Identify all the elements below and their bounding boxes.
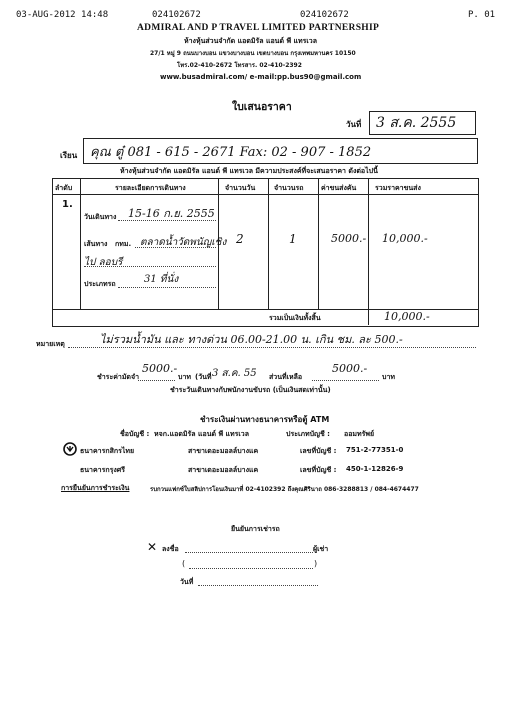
route-value-2: ไป ลอบรี bbox=[84, 257, 123, 268]
fax-number-b: 024102672 bbox=[300, 10, 349, 20]
account-type-label: ประเภทบัญชี : bbox=[286, 430, 330, 438]
company-name-th: ห้างหุ้นส่วนจำกัด แอดมิรัล แอนด์ พี แทรเวล bbox=[184, 37, 317, 45]
account-type: ออมทรัพย์ bbox=[344, 430, 375, 438]
bank-2-name: ธนาคารกรุงศรี bbox=[80, 466, 125, 474]
company-address: 27/1 หมู่ 9 ถนนบางบอน แขวงบางบอน เขตบางบอน กรุงเทพมหานคร 10150 bbox=[150, 50, 356, 57]
travel-date-label: วันเดินทาง bbox=[84, 213, 117, 221]
remain-unit: บาท bbox=[382, 373, 395, 381]
kasikorn-bank-logo-icon bbox=[63, 442, 77, 456]
th-detail: รายละเอียดการเดินทาง bbox=[115, 184, 186, 192]
sign-title: ยืนยันการเช่ารถ bbox=[231, 525, 280, 533]
fax-number-a: 024102672 bbox=[152, 10, 201, 20]
deposit-date-label: (วันที่ bbox=[195, 373, 212, 381]
sign-date-line bbox=[198, 585, 318, 586]
price-value: 5000.- bbox=[331, 232, 367, 245]
date-label: วันที่ bbox=[346, 120, 362, 129]
route-value: ตลาดน้ำวัดพนัญเชิง bbox=[140, 237, 227, 248]
confirm-text: รบกวนแฟกซ์ใบสลิปการโอนเงินมาที่ 02-4102392 ถึงคุณศิรินาถ 086-3288813 / 084-4674477 bbox=[150, 486, 419, 493]
deposit-label: ชำระค่ามัดจำ bbox=[97, 373, 140, 381]
th-price: ค่าขนส่งคัน bbox=[321, 184, 357, 192]
route-prefix: กทม. bbox=[115, 240, 132, 248]
row-no: 1. bbox=[62, 199, 73, 210]
bank-title: ชำระเงินผ่านทางธนาคารหรือตู้ ATM bbox=[200, 415, 330, 424]
company-phone: โทร.02-410-2672 โทรสาร. 02-410-2392 bbox=[177, 62, 302, 69]
vehicle-label: ประเภทรถ bbox=[84, 280, 116, 288]
route-line-2 bbox=[84, 266, 216, 267]
date-value: 3 ส.ค. 2555 bbox=[376, 115, 457, 131]
sign-role: ผู้เช่า bbox=[313, 545, 329, 553]
bank-1-acct: 751-2-77351-0 bbox=[346, 446, 404, 454]
fax-datetime: 03-AUG-2012 14:48 bbox=[16, 10, 109, 20]
remain-note: ชำระวันเดินทางกับพนักงานขับรถ (เป็นเงินสดเท่านั้น) bbox=[170, 386, 331, 394]
travel-date-value: 15-16 ก.ย. 2555 bbox=[128, 207, 215, 220]
to-label: เรียน bbox=[60, 151, 78, 160]
fax-page: P. 01 bbox=[468, 10, 496, 20]
intro-text: ห้างหุ้นส่วนจำกัด แอดมิรัล แอนด์ พี แทรเวล มีความประสงค์ที่จะเสนอราคา ดังต่อไปนี้ bbox=[120, 167, 378, 175]
account-name: หจก.แอดมิรัล แอนด์ พี แทรเวล bbox=[154, 430, 250, 438]
th-cars: จำนวนรถ bbox=[274, 184, 304, 192]
deposit-line bbox=[138, 380, 175, 381]
sign-label: ลงชื่อ bbox=[162, 545, 179, 553]
table-header-divider bbox=[52, 194, 478, 195]
th-no: ลำดับ bbox=[55, 184, 73, 192]
sign-date-label: วันที่ bbox=[180, 578, 194, 586]
sign-name-line bbox=[189, 568, 313, 569]
bank-1-branch: สาขาเดอะมอลล์บางแค bbox=[188, 447, 259, 455]
to-value: คุณ ตู๋ 081 - 615 - 2671 Fax: 02 - 907 - 1852 bbox=[90, 145, 372, 160]
sign-mark-icon: ✕ bbox=[147, 540, 158, 554]
remain-line bbox=[312, 380, 379, 381]
deposit-value: 5000.- bbox=[142, 362, 178, 375]
cars-value: 1 bbox=[289, 232, 297, 246]
bank-2-acct-label: เลขที่บัญชี : bbox=[300, 466, 337, 474]
sum-value: 10,000.- bbox=[384, 310, 430, 323]
deposit-date-value: 3 ส.ค. 55 bbox=[212, 368, 257, 379]
sign-line bbox=[185, 552, 313, 553]
bank-2-branch: สาขาเดอะมอลล์บางแค bbox=[188, 466, 259, 474]
total-value: 10,000.- bbox=[382, 232, 428, 245]
sign-close-paren: ) bbox=[314, 559, 318, 568]
col-divider-4 bbox=[318, 178, 319, 309]
confirm-label: การยืนยันการชำระเงิน bbox=[61, 484, 130, 492]
note-label: หมายเหตุ bbox=[36, 340, 65, 348]
bank-2-acct: 450-1-12826-9 bbox=[346, 465, 404, 473]
vehicle-line bbox=[118, 287, 216, 288]
company-web-email: www.busadmiral.com/ e-mail:pp.bus90@gmail.com bbox=[160, 73, 362, 81]
th-total: รวมราคาขนส่ง bbox=[375, 184, 421, 192]
days-value: 2 bbox=[236, 232, 244, 246]
bank-1-acct-label: เลขที่บัญชี : bbox=[300, 447, 337, 455]
col-divider-5 bbox=[368, 178, 369, 325]
sign-open-paren: ( bbox=[182, 559, 186, 568]
sum-label: รวมเป็นเงินทั้งสิ้น bbox=[269, 314, 321, 322]
note-value: ไม่รวมน้ำมัน และ ทางด่วน 06.00-21.00 น. เกิน ชม. ละ 500.- bbox=[100, 333, 403, 346]
route-label: เส้นทาง bbox=[84, 240, 108, 248]
col-divider-1 bbox=[80, 178, 81, 309]
remain-value: 5000.- bbox=[332, 362, 368, 375]
th-days: จำนวนวัน bbox=[225, 184, 256, 192]
col-divider-3 bbox=[268, 178, 269, 309]
deposit-unit: บาท bbox=[178, 373, 191, 381]
account-name-label: ชื่อบัญชี : bbox=[120, 430, 150, 438]
document-title: ใบเสนอราคา bbox=[232, 101, 292, 113]
bank-1-name: ธนาคารกสิกรไทย bbox=[80, 447, 135, 455]
vehicle-value: 31 ที่นั่ง bbox=[144, 274, 179, 285]
remain-label: ส่วนที่เหลือ bbox=[269, 373, 303, 381]
quote-table bbox=[52, 178, 479, 327]
company-name-en: ADMIRAL AND P TRAVEL LIMITED PARTNERSHIP bbox=[137, 23, 380, 33]
